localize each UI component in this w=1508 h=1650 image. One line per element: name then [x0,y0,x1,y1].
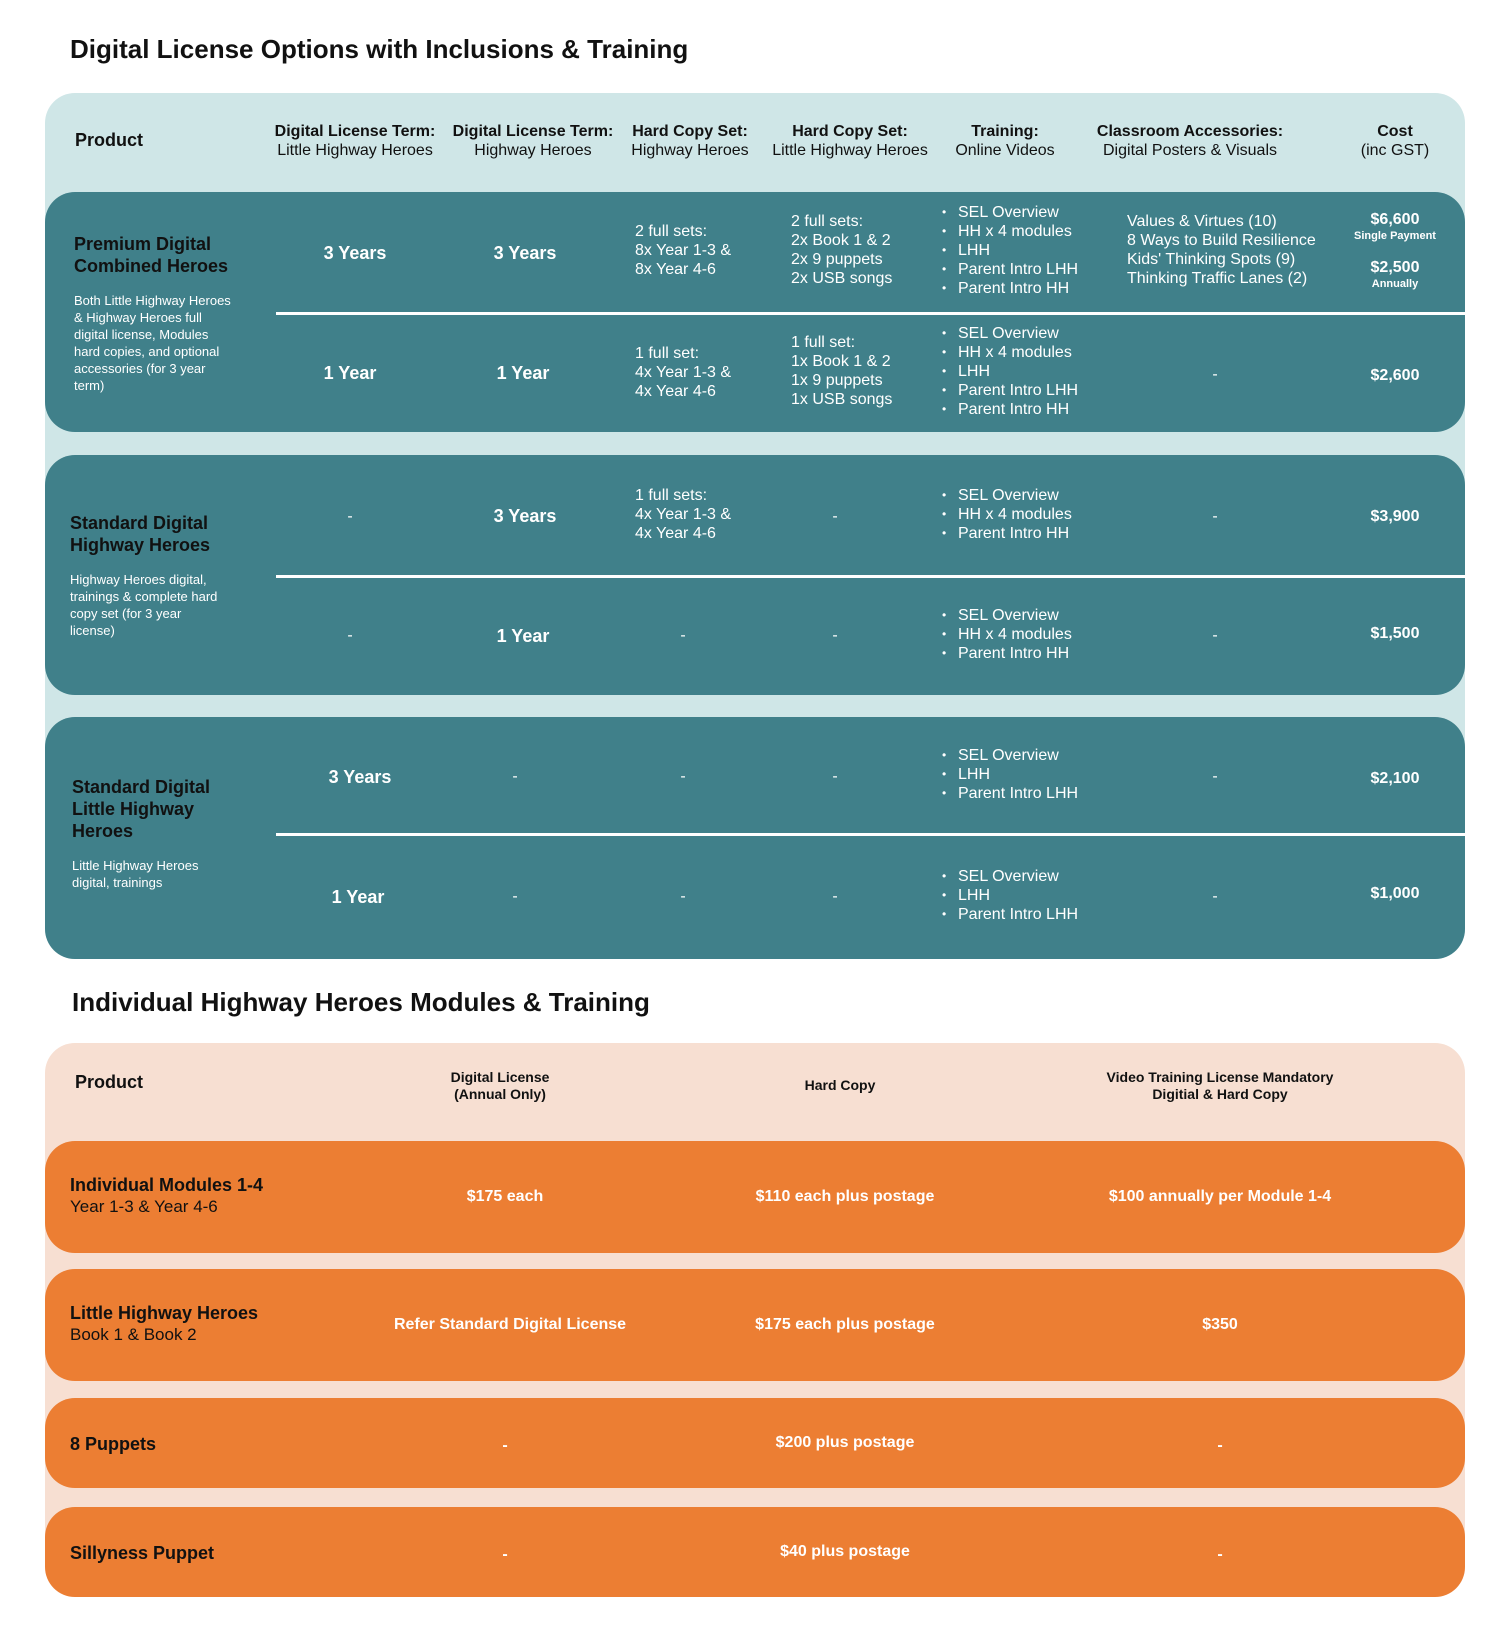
module-row-digital: - [502,1437,508,1454]
standard-hh-r1-training: • SEL Overview • HH x 4 modules • Parent Intro HH [940,486,1072,543]
module-row-digital: $175 each [466,1188,544,1205]
standard-hh-r2-hc-hh: - [680,627,686,644]
header-hc-lhh: Hard Copy Set: Little Highway Heroes [772,123,928,159]
premium-r2-accessories: - [1212,366,1218,383]
premium-desc: Both Little Highway Heroes & Highway Heroes full digital license, Modules hard copies, and optional accessories (for 3 year term) [74,293,231,393]
premium-r2-lhh: 1 Year [323,363,377,383]
premium-r2-hc-hh: 1 full set: 4x Year 1-3 & 4x Year 4-6 [635,345,732,400]
premium-r2-hc-lhh: 1 full set: 1x Book 1 & 2 1x 9 puppets 1x USB songs [791,334,893,408]
standard-hh-r2-accessories: - [1212,627,1218,644]
modules-header-product: Product [75,1072,144,1092]
standard-hh-desc: Highway Heroes digital, trainings & complete hard copy set (for 3 year license) [70,572,218,638]
module-row-hard: $110 each plus postage [755,1188,935,1205]
modules-header-video: Video Training License Mandatory Digitial & Hard Copy [1106,1069,1334,1102]
standard-lhh-r1-accessories: - [1212,768,1218,785]
standard-lhh-r1-hh: - [512,768,518,785]
modules-header-hard: Hard Copy [804,1077,876,1093]
premium-r2-training: • SEL Overview • HH x 4 modules • LHH • Parent Intro LHH • Parent Intro HH [940,324,1078,419]
module-row-video: $100 annually per Module 1-4 [1108,1188,1332,1205]
module-row-digital: - [502,1546,508,1563]
standard-hh-r1-lhh: - [347,508,353,525]
standard-hh-r2-lhh: - [347,627,353,644]
standard-hh-name: Standard Digital Highway Heroes [70,513,211,555]
standard-lhh-r1-hc-lhh: - [832,768,838,785]
standard-lhh-r2-accessories: - [1212,888,1218,905]
standard-lhh-desc: Little Highway Heroes digital, trainings [72,858,199,890]
module-row-name: Individual Modules 1-4 Year 1-3 & Year 4-6 [70,1175,264,1216]
standard-lhh-r1-hc-hh: - [680,768,686,785]
premium-r2-hh: 1 Year [496,363,550,383]
standard-hh-r2-hh: 1 Year [496,626,550,646]
standard-lhh-r2-training: • SEL Overview • LHH • Parent Intro LHH [940,867,1078,924]
standard-lhh-name: Standard Digital Little Highway Heroes [72,777,211,841]
header-cost: Cost (inc GST) [1360,123,1430,159]
standard-lhh-r1-training: • SEL Overview • LHH • Parent Intro LHH [940,746,1078,803]
premium-r2-cost: $2,600 [1370,367,1420,384]
section1-title: Digital License Options with Inclusions & Training [70,34,689,64]
module-row-video: - [1217,1546,1223,1563]
premium-r1-cost1-note: Single Payment [1354,230,1436,242]
premium-r1-hc-hh: 2 full sets: 8x Year 1-3 & 8x Year 4-6 [635,223,732,278]
module-row-video: - [1217,1437,1223,1454]
standard-lhh-r1-lhh: 3 Years [328,767,392,787]
header-hc-hh: Hard Copy Set: Highway Heroes [631,123,749,159]
modules-header-digital: Digital License (Annual Only) [450,1069,550,1102]
module-row-video: $350 [1202,1316,1238,1333]
section2-title: Individual Highway Heroes Modules & Training [72,987,650,1017]
module-row-name: 8 Puppets [70,1434,157,1454]
header-product: Product [75,130,144,150]
standard-hh-r1-hc-lhh: - [832,508,838,525]
standard-lhh-r1-cost: $2,100 [1370,770,1420,787]
module-row-hard: $175 each plus postage [755,1316,935,1333]
premium-r1-cost1: $6,600 [1370,211,1420,228]
module-row-hard: $200 plus postage [775,1434,915,1451]
header-accessories: Classroom Accessories: Digital Posters & Visuals [1096,123,1284,159]
standard-lhh-r2-hc-hh: - [680,888,686,905]
standard-hh-r1-accessories: - [1212,508,1218,525]
module-row-digital: Refer Standard Digital License [393,1316,627,1333]
premium-r1-cost2-note: Annually [1371,278,1419,290]
standard-hh-r1-hc-hh: 1 full sets: 4x Year 1-3 & 4x Year 4-6 [635,487,732,542]
standard-hh-r1-hh: 3 Years [493,506,557,526]
premium-r1-cost2: $2,500 [1370,259,1420,276]
premium-r1-lhh: 3 Years [323,243,387,263]
standard-lhh-r2-hc-lhh: - [832,888,838,905]
header-lhh-term: Digital License Term: Little Highway Heroes [274,123,436,159]
standard-hh-r2-cost: $1,500 [1370,625,1420,642]
premium-r1-hh: 3 Years [493,243,557,263]
module-row-hard: $40 plus postage [780,1543,910,1560]
standard-hh-r2-training: • SEL Overview • HH x 4 modules • Parent Intro HH [940,606,1072,663]
standard-lhh-r2-cost: $1,000 [1370,885,1420,902]
premium-r1-hc-lhh: 2 full sets: 2x Book 1 & 2 2x 9 puppets 2x USB songs [791,213,893,287]
header-training: Training: Online Videos [955,123,1055,159]
row-divider [276,575,1465,578]
premium-r1-training: • SEL Overview • HH x 4 modules • LHH • Parent Intro LHH • Parent Intro HH [940,203,1078,298]
premium-name: Premium Digital Combined Heroes [74,234,229,276]
standard-lhh-r2-hh: - [512,888,518,905]
header-hh-term: Digital License Term: Highway Heroes [452,123,614,159]
premium-r1-accessories: Values & Virtues (10) 8 Ways to Build Resilience Kids' Thinking Spots (9) Thinking Traffic Lanes (2) [1127,213,1316,287]
standard-hh-r2-hc-lhh: - [832,627,838,644]
module-row-name: Sillyness Puppet [70,1543,215,1563]
row-divider [276,833,1465,836]
row-divider [276,312,1465,315]
standard-lhh-r2-lhh: 1 Year [331,887,385,907]
standard-lhh-block [45,717,1465,959]
module-row-name: Little Highway Heroes Book 1 & Book 2 [70,1303,259,1344]
standard-hh-r1-cost: $3,900 [1370,508,1420,525]
